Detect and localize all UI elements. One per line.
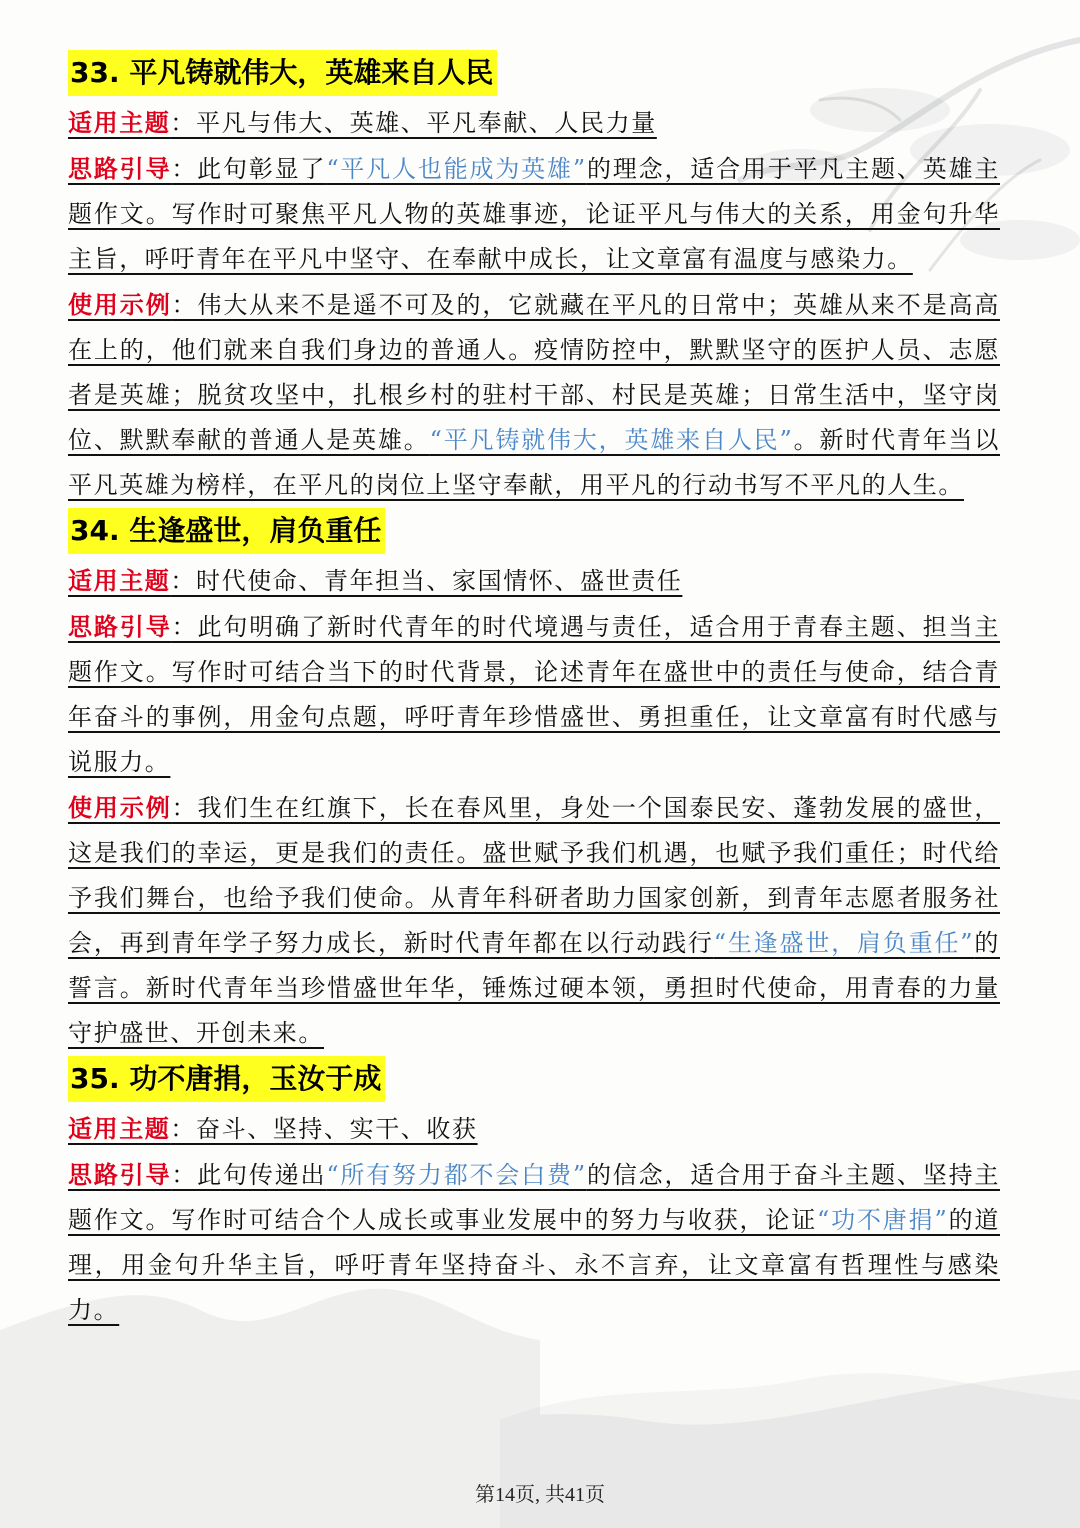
theme-paragraph <box>68 1106 1000 1152</box>
entry-title: 35. 功不唐捐，玉汝于成 <box>68 1056 385 1102</box>
theme-label: 适用主题 <box>68 108 171 137</box>
guide-text-pre: ：此句传递出 <box>171 1161 327 1189</box>
theme-text: ：平凡与伟大、英雄、平凡奉献、人民力量 <box>170 109 657 137</box>
guide-paragraph <box>68 146 1000 282</box>
guide-text-post: 的道理，用金句升华主旨，呼吁青年坚持奋斗、永不言弃，让文章富有哲理性与感染力。 <box>68 1206 1001 1324</box>
theme-label: 适用主题 <box>68 1114 171 1143</box>
theme-paragraph <box>68 100 1000 146</box>
guide-label: 思路引导 <box>68 1160 172 1189</box>
guide-paragraph <box>68 604 1000 785</box>
theme-paragraph <box>68 558 1000 604</box>
example-label: 使用示例 <box>68 290 172 319</box>
guide-text-pre: ：此句明确了新时代青年的时代境遇与责任，适合用于青春主题、担当主题作文。写作时可结合当下的时代背景，论述青年在盛世中的责任与使命，结合青年奋斗的事例，用金句点题，呼吁青年珍惜盛世、勇担重任，让文章富有时代感与说服力。 <box>68 613 1000 776</box>
guide-quote: “平凡人也能成为英雄” <box>326 155 587 183</box>
theme-label: 适用主题 <box>68 566 171 595</box>
entry-title: 33. 平凡铸就伟大，英雄来自人民 <box>68 50 497 96</box>
guide-text-mid: 的信念，适合用于奋斗主题、坚持主题作文。写作时可结合个人成长或事业发展中的努力与收获，论证 <box>68 1161 1001 1234</box>
guide-text-post: 的理念，适合用于平凡主题、英雄主题作文。写作时可聚焦平凡人物的英雄事迹，论证平凡与伟大的关系，用金句升华主旨，呼吁青年在平凡中坚守、在奉献中成长，让文章富有温度与感染力。 <box>68 155 1001 273</box>
guide-paragraph <box>68 1152 1000 1333</box>
entry-34 <box>68 508 1000 1056</box>
guide-label: 思路引导 <box>68 612 172 641</box>
example-label: 使用示例 <box>68 793 172 822</box>
example-paragraph <box>68 282 1000 508</box>
example-text-pre: ：我们生在红旗下，长在春风里，身处一个国泰民安、蓬勃发展的盛世，这是我们的幸运，更是我们的责任。盛世赋予我们机遇，也赋予我们重任；时代给予我们舞台，也给予我们使命。从青年科研者助力国家创新，到青年志愿者服务社会，再到青年学子努力成长，新时代青年都在以行动践行 <box>68 794 1000 957</box>
guide-quote: “所有努力都不会白费” <box>326 1161 587 1189</box>
example-quote: “平凡铸就伟大，英雄来自人民” <box>429 426 794 454</box>
guide-quote-2: “功不唐捐” <box>817 1206 949 1234</box>
page-number-footer: 第14页, 共41页 <box>475 1484 605 1506</box>
guide-text-pre: ：此句彰显了 <box>171 155 327 183</box>
example-text-pre: ：伟大从来不是遥不可及的，它就藏在平凡的日常中；英雄从来不是高高在上的，他们就来自我们身边的普通人。疫情防控中，默默坚守的医护人员、志愿者是英雄；脱贫攻坚中，扎根乡村的驻村干部、村民是英雄；日常生活中，坚守岗位、默默奉献的普通人是英雄。 <box>68 291 1000 454</box>
example-text-post: 的誓言。新时代青年当珍惜盛世年华，锤炼过硬本领，勇担时代使命，用青春的力量守护盛世、开创未来。 <box>68 929 1001 1047</box>
example-paragraph <box>68 785 1000 1056</box>
entry-title: 34. 生逢盛世，肩负重任 <box>68 508 385 554</box>
theme-text: ：奋斗、坚持、实干、收获 <box>170 1115 478 1143</box>
entry-35 <box>68 1056 1000 1333</box>
entry-33 <box>68 50 1000 508</box>
guide-label: 思路引导 <box>68 154 172 183</box>
theme-text: ：时代使命、青年担当、家国情怀、盛世责任 <box>170 567 683 595</box>
example-quote: “生逢盛世，肩负重任” <box>713 929 975 957</box>
example-text-post: 。新时代青年当以平凡英雄为榜样，在平凡的岗位上坚守奉献，用平凡的行动书写不平凡的人生。 <box>68 426 1000 499</box>
